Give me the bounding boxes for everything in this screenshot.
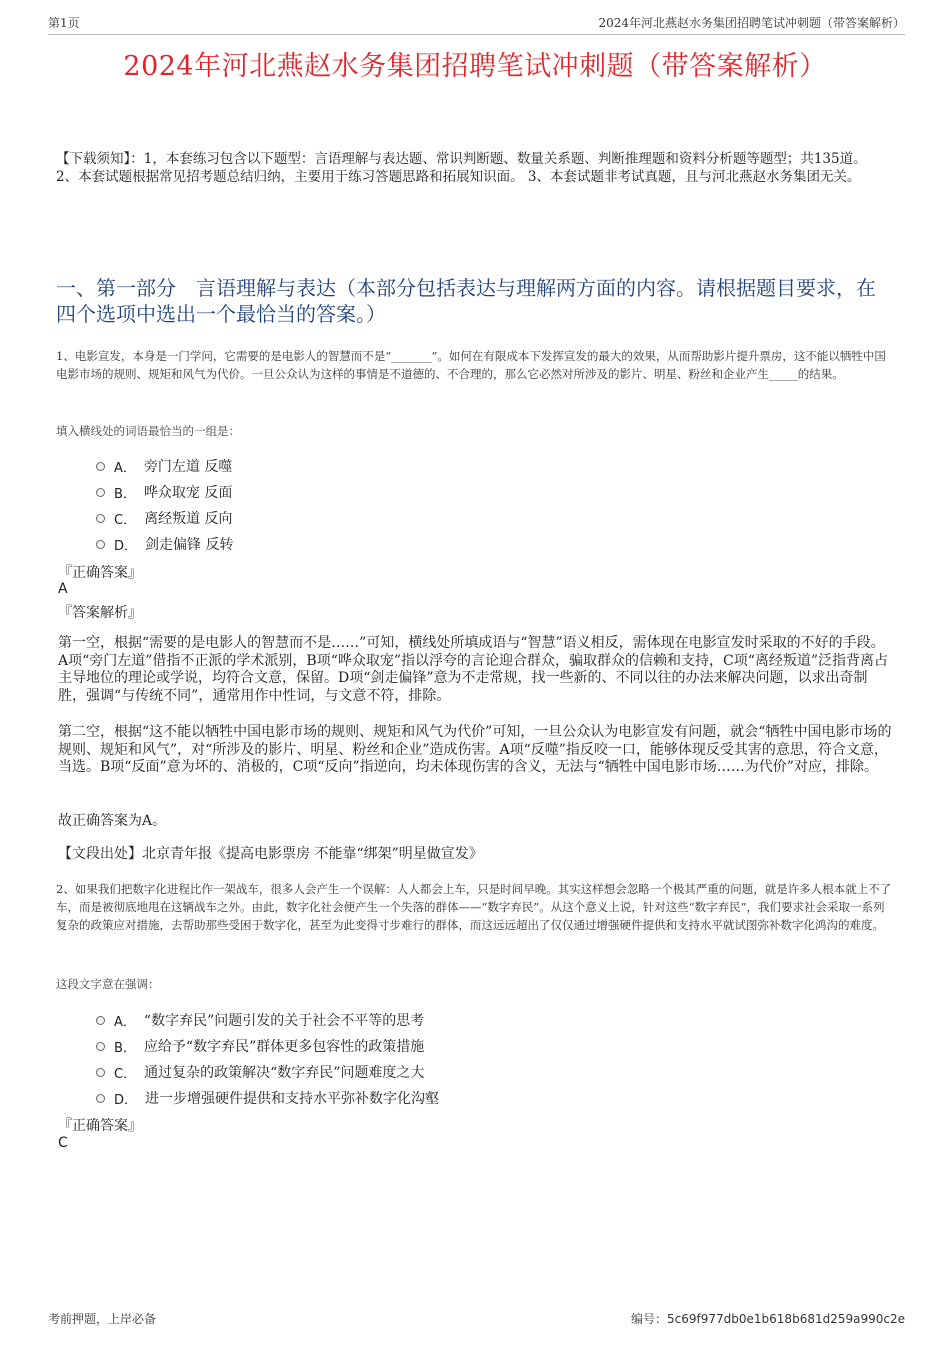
page-footer (48, 1310, 905, 1327)
header-doc-title: 2024年河北燕赵水务集团招聘笔试冲刺题（带答案解析） (598, 16, 905, 30)
document-title: 2024年河北燕赵水务集团招聘笔试冲刺题（带答案解析） (123, 51, 827, 82)
option-d[interactable]: D． 剑走偏锋 反转 (96, 531, 233, 557)
page-number: 第1页 (48, 16, 80, 30)
analysis-label: 『答案解析』 (58, 605, 142, 621)
option-a[interactable]: A． “数字弃民”问题引发的关于社会不平等的思考 (96, 1007, 439, 1033)
correct-answer: A (58, 581, 68, 597)
correct-answer-label: 『正确答案』 (58, 565, 142, 581)
download-notice: 【下载须知】：1，本套练习包含以下题型：言语理解与表达题、常识判断题、数量关系题、判断推理题和资料分析题等题型；共135道。 2、本套试题根据常见招考题总结归纳，主要用于练习答题思路和拓展知识面。 3、本套试题非考试真题，且与河北燕赵水务集团无关。 (56, 151, 867, 185)
question-2-prompt: 这段文字意在强调： (56, 977, 160, 991)
option-c[interactable]: C． 离经叛道 反向 (96, 505, 233, 531)
radio-icon[interactable] (96, 462, 105, 471)
analysis-conclusion: 故正确答案为A。 (58, 813, 167, 829)
radio-icon[interactable] (96, 1068, 105, 1077)
radio-icon[interactable] (96, 488, 105, 497)
correct-answer: C (58, 1135, 68, 1151)
correct-answer-label: 『正确答案』 (58, 1118, 142, 1134)
page-header (48, 14, 905, 35)
option-d[interactable]: D． 进一步增强硬件提供和支持水平弥补数字化沟壑 (96, 1085, 439, 1111)
question-2-text: 2、如果我们把数字化进程比作一架战车，很多人会产生一个误解：人人都会上车，只是时间早晚。其实这样想会忽略一个极其严重的问题，就是许多人根本就上不了车，而是被彻底地甩在这辆战车之外。由此，数字化社会便产生一个失落的群体——“数字弃民”。从这个意义上说，针对这些“数字弃民”，我们要求社会采取一系列复杂的政策应对措施，去帮助那些受困于数字化，甚至为此变得寸步难行的群体，而这远远超出了仅仅通过增强硬件提供和支持水平就试图弥补数字化鸿沟的难度。 (56, 882, 892, 932)
radio-icon[interactable] (96, 514, 105, 523)
option-a[interactable]: A． 旁门左道 反噬 (96, 453, 233, 479)
question-1-options (96, 453, 233, 557)
radio-icon[interactable] (96, 540, 105, 549)
option-b[interactable]: B． 应给予“数字弃民”群体更多包容性的政策措施 (96, 1033, 439, 1059)
section-heading: 一、第一部分 言语理解与表达（本部分包括表达与理解两方面的内容。请根据题目要求，在四个选项中选出一个最恰当的答案。） (56, 276, 876, 326)
question-2-options (96, 1007, 439, 1111)
option-c[interactable]: C． 通过复杂的政策解决“数字弃民”问题难度之大 (96, 1059, 439, 1085)
option-b[interactable]: B． 哗众取宠 反面 (96, 479, 233, 505)
question-1-text: 1、电影宣发，本身是一门学问，它需要的是电影人的智慧而不是“_______”。如何在有限成本下发挥宣发的最大的效果，从而帮助影片提升票房，这不能以牺牲中国电影市场的规则、规矩和风气为代价。一旦公众认为这样的事情是不道德的、不合理的，那么它必然对所涉及的影片、明星、粉丝和企业产生_____的结果。 (56, 349, 886, 381)
analysis-paragraph-2: 第二空，根据“这不能以牺牲中国电影市场的规则、规矩和风气为代价”可知，一旦公众认为电影宣发有问题，就会“牺牲中国电影市场的规则、规矩和风气”，对“所涉及的影片、明星、粉丝和企业”造成伤害。A项“反噬”指反咬一口，能够体现反受其害的意思，符合文意，当选。B项“反面”意为坏的、消极的，C项“反向”指逆向，均未体现伤害的含义，无法与“牺牲中国电影市场……为代价”对应，排除。 (58, 724, 892, 775)
radio-icon[interactable] (96, 1094, 105, 1103)
radio-icon[interactable] (96, 1042, 105, 1051)
footer-slogan: 考前押题，上岸必备 (48, 1312, 157, 1326)
analysis-paragraph-1: 第一空，根据“需要的是电影人的智慧而不是……”可知，横线处所填成语与“智慧”语义相反，需体现在电影宣发时采取的不好的手段。A项“旁门左道”借指不正派的学术派别，B项“哗众取宠”指以浮夸的言论迎合群众，骗取群众的信赖和支持，C项“离经叛道”泛指背离占主导地位的理论或学说，均符合文意，保留。D项“剑走偏锋”意为不走常规，找一些新的、不同以往的办法来解决问题，以求出奇制胜，强调“与传统不同”，通常用作中性词，与文意不符，排除。 (58, 635, 889, 704)
question-1-prompt: 填入横线处的词语最恰当的一组是： (56, 424, 240, 438)
source-citation: 【文段出处】北京青年报《提高电影票房 不能靠“绑架”明星做宣发》 (58, 846, 483, 862)
radio-icon[interactable] (96, 1016, 105, 1025)
footer-code: 编号：5c69f977db0e1b618b681d259a990c2e (631, 1312, 905, 1326)
